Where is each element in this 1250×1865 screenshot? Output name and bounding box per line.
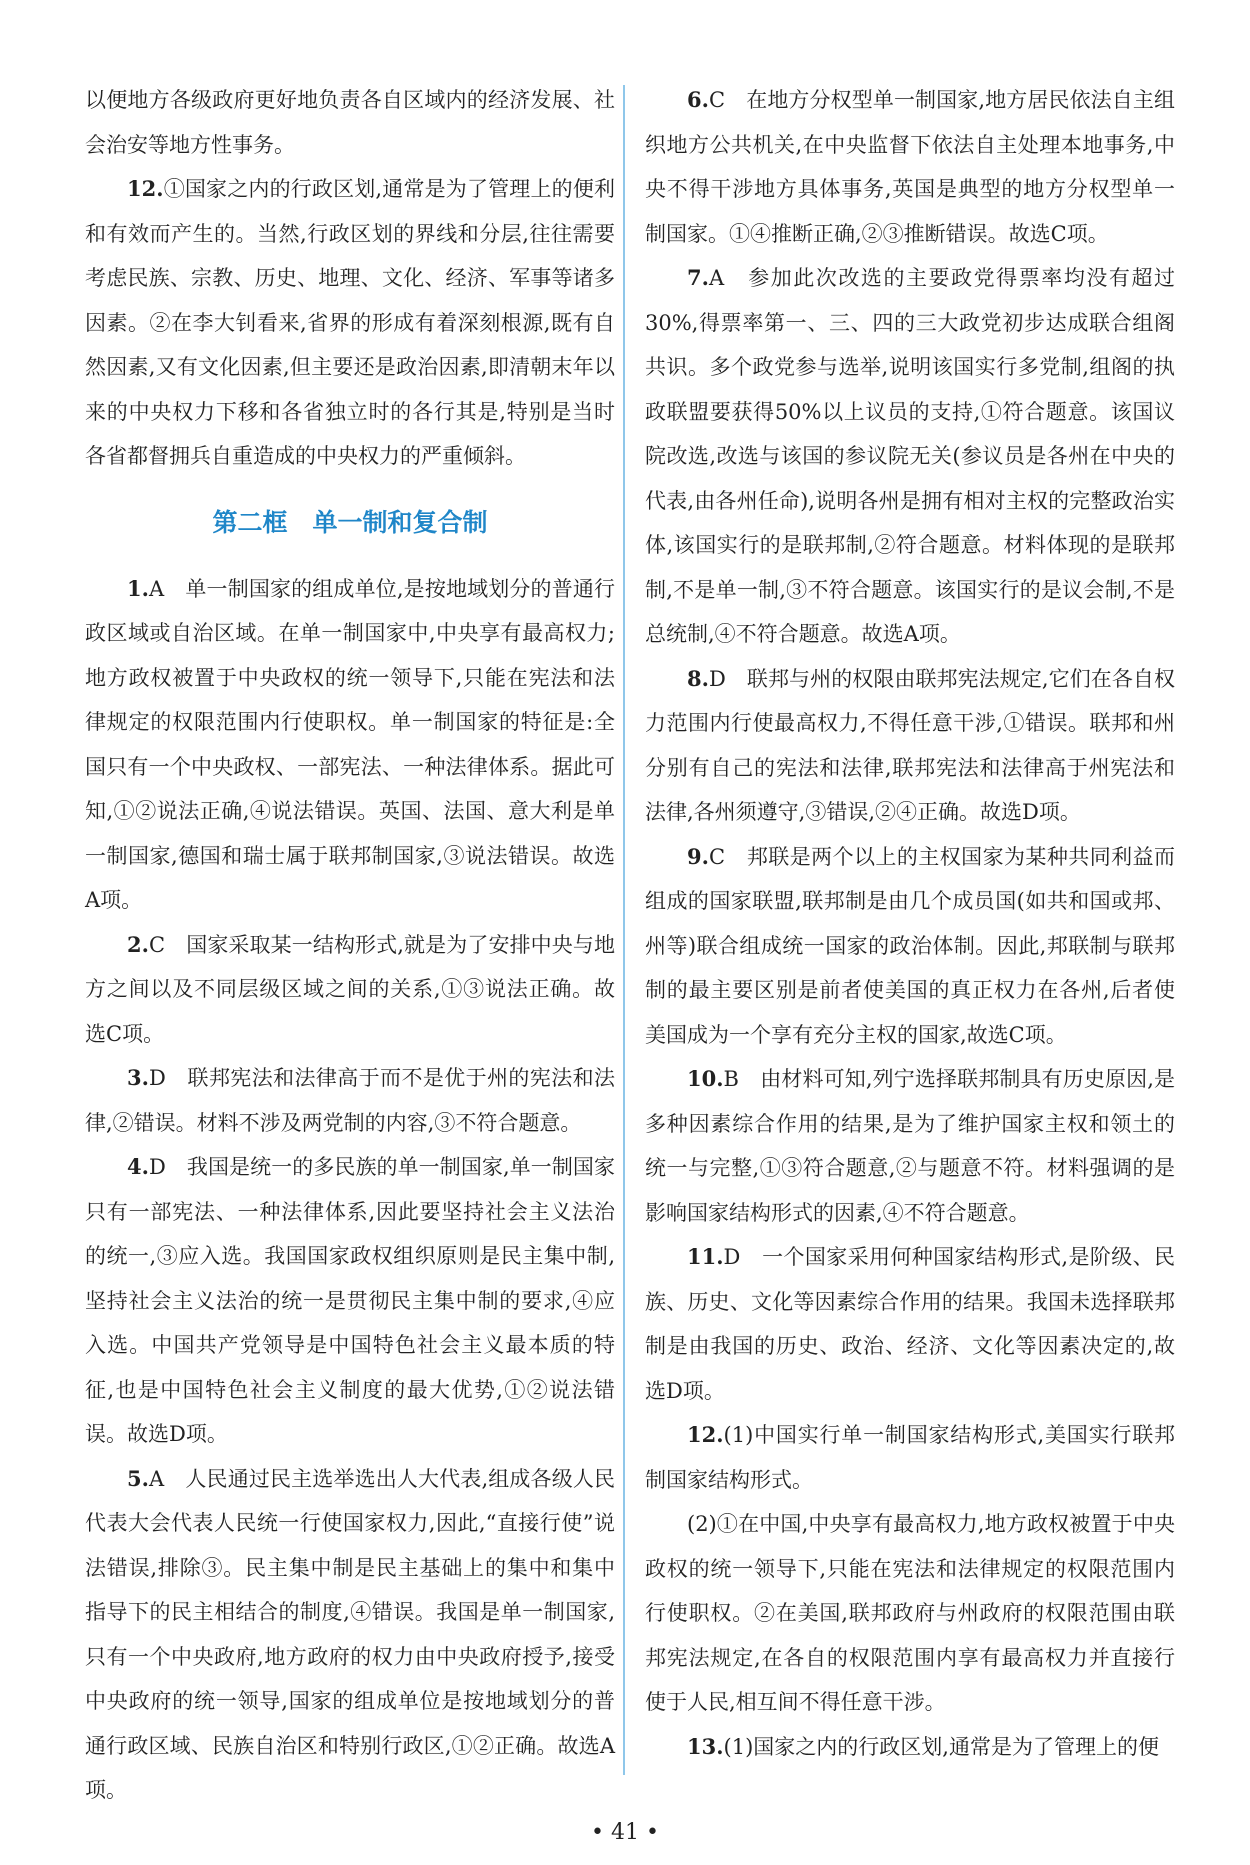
section-heading: 第二框 单一制和复合制 [212, 507, 488, 537]
left-column [85, 78, 615, 1813]
answer-1: 1.A 单一制国家的组成单位,是按地域划分的普通行政区域或自治区域。在单一制国家中,中央享有最高权力;地方政权被置于中央政权的统一领导下,只能在宪法和法律规定的权限范围内行使职权。单一制国家的特征是:全国只有一个中央政权、一部宪法、一种法律体系。据此可知,①②说法正确,④说法错误。英国、法国、意大利是单一制国家,德国和瑞士属于联邦制国家,③说法错误。故选A项。 [85, 575, 615, 912]
answer-3: 3.D 联邦宪法和法律高于而不是优于州的宪法和法律,②错误。材料不涉及两党制的内容,③不符合题意。 [85, 1065, 615, 1135]
answer-5: 5.A 人民通过民主选举选出人大代表,组成各级人民代表大会代表人民统一行使国家权力,因此,“直接行使”说法错误,排除③。民主集中制是民主基础上的集中和集中指导下的民主相结合的制度,④错误。我国是单一制国家,只有一个中央政府,地方政府的权力由中央政府授予,接受中央政府的统一领导,国家的组成单位是按地域划分的普通行政区域、民族自治区和特别行政区,①②正确。故选A项。 [85, 1465, 615, 1802]
answer-8: 8.D 联邦与州的权限由联邦宪法规定,它们在各自权力范围内行使最高权力,不得任意干涉,①错误。联邦和州分别有自己的宪法和法律,联邦宪法和法律高于州宪法和法律,各州须遵守,③错误,②④正确。故选D项。 [645, 665, 1175, 824]
answer-12b-part2: (2)①在中国,中央享有最高权力,地方政权被置于中央政权的统一领导下,只能在宪法和法律规定的权限范围内行使职权。②在美国,联邦政府与州政府的权限范围由联邦宪法规定,在各自的权限范围内享有最高权力并直接行使于人民,相互间不得任意干涉。 [645, 1512, 1175, 1714]
answer-9: 9.C 邦联是两个以上的主权国家为某种共同利益而组成的国家联盟,联邦制是由几个成员国(如共和国或邦、州等)联合组成统一国家的政治体制。因此,邦联制与联邦制的最主要区别是前者使美国的真正权力在各州,后者使美国成为一个享有充分主权的国家,故选C项。 [645, 843, 1175, 1047]
answer-12b-part1: 12.(1)中国实行单一制国家结构形式,美国实行联邦制国家结构形式。 [645, 1422, 1175, 1492]
answer-6: 6.C 在地方分权型单一制国家,地方居民依法自主组织地方公共机关,在中央监督下依法自主处理本地事务,中央不得干涉地方具体事务,英国是典型的地方分权型单一制国家。①④推断正确,②③推断错误。故选C项。 [645, 87, 1175, 246]
answer-10: 10.B 由材料可知,列宁选择联邦制具有历史原因,是多种因素综合作用的结果,是为了维护国家主权和领土的统一与完整,①③符合题意,②与题意不符。材料强调的是影响国家结构形式的因素,④不符合题意。 [645, 1066, 1175, 1225]
answer-13: 13.(1)国家之内的行政区划,通常是为了管理上的便 [687, 1733, 1159, 1759]
answer-2: 2.C 国家采取某一结构形式,就是为了安排中央与地方之间以及不同层级区域之间的关系,①③说法正确。故选C项。 [85, 931, 615, 1046]
page-number: • 41 • [591, 1820, 659, 1845]
answer-12: 12.①国家之内的行政区划,通常是为了管理上的便利和有效而产生的。当然,行政区划的界线和分层,往往需要考虑民族、宗教、历史、地理、文化、经济、军事等诸多因素。②在李大钊看来,省界的形成有着深刻根源,既有自然因素,又有文化因素,但主要还是政治因素,即清朝末年以来的中央权力下移和各省独立时的各行其是,特别是当时各省都督拥兵自重造成的中央权力的严重倾斜。 [85, 176, 615, 468]
answer-11: 11.D 一个国家采用何种国家结构形式,是阶级、民族、历史、文化等因素综合作用的结果。我国未选择联邦制是由我国的历史、政治、经济、文化等因素决定的,故选D项。 [645, 1244, 1175, 1403]
paragraph-continuation: 以便地方各级政府更好地负责各自区域内的经济发展、社会治安等地方性事务。 [85, 88, 615, 157]
answer-4: 4.D 我国是统一的多民族的单一制国家,单一制国家只有一部宪法、一种法律体系,因此要坚持社会主义法治的统一,③应入选。我国国家政权组织原则是民主集中制,坚持社会主义法治的统一是贯彻民主集中制的要求,④应入选。中国共产党领导是中国特色社会主义最本质的特征,也是中国特色社会主义制度的最大优势,①②说法错误。故选D项。 [85, 1154, 615, 1446]
right-column [645, 78, 1175, 1769]
column-divider [623, 85, 625, 1775]
answer-7: 7.A 参加此次改选的主要政党得票率均没有超过30%,得票率第一、三、四的三大政党初步达成联合组阁共识。多个政党参与选举,说明该国实行多党制,组阁的执政联盟要获得50%以上议员的支持,①符合题意。该国议院改选,改选与该国的参议院无关(参议员是各州在中央的代表,由各州任命),说明各州是拥有相对主权的完整政治实体,该国实行的是联邦制,②符合题意。材料体现的是联邦制,不是单一制,③不符合题意。该国实行的是议会制,不是总统制,④不符合题意。故选A项。 [645, 265, 1175, 646]
